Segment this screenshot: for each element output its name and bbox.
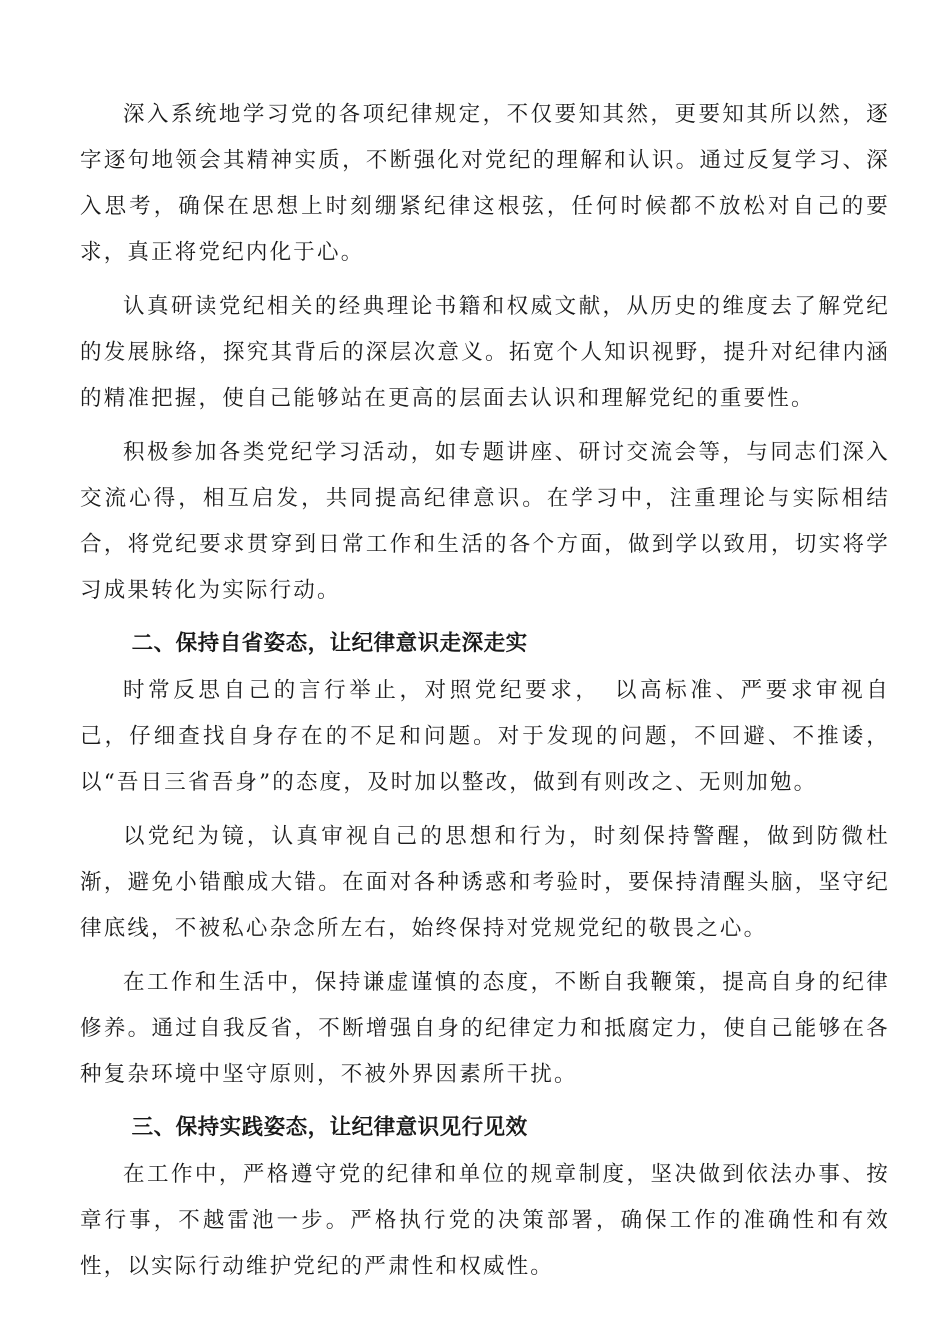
- paragraph-6: 在工作和生活中，保持谦虚谨慎的态度，不断自我鞭策，提高自身的纪律修养。通过自我反省，不断增强自身的纪律定力和抵腐定力，使自己能够在各种复杂环境中坚守原则，不被外界因素所干扰。: [80, 970, 890, 1087]
- paragraph-4: 时常反思自己的言行举止，对照党纪要求， 以高标准、严要求审视自己，仔细查找自身存在的不足和问题。对于发现的问题，不回避、不推诿，以“吾日三省吾身”的态度，及时加以整改，做到有则改之、无则加勉。: [80, 678, 890, 795]
- paragraph-2: 认真研读党纪相关的经典理论书籍和权威文献，从历史的维度去了解党纪的发展脉络，探究其背后的深层次意义。拓宽个人知识视野，提升对纪律内涵的精准把握，使自己能够站在更高的层面去认识和理解党纪的重要性。: [80, 294, 890, 411]
- section-heading-2: 二、保持自省姿态，让纪律意识走深走实: [131, 631, 528, 656]
- section-heading-3: 三、保持实践姿态，让纪律意识见行见效: [131, 1115, 528, 1140]
- paragraph-3: 积极参加各类党纪学习活动，如专题讲座、研讨交流会等，与同志们深入交流心得，相互启发，共同提高纪律意识。在学习中，注重理论与实际相结合，将党纪要求贯穿到日常工作和生活的各个方面，做到学以致用，切实将学习成果转化为实际行动。: [80, 440, 890, 603]
- document-body: [80, 92, 890, 1298]
- paragraph-5: 以党纪为镜，认真审视自己的思想和行为，时刻保持警醒，做到防微杜渐，避免小错酿成大错。在面对各种诱惑和考验时，要保持清醒头脑，坚守纪律底线，不被私心杂念所左右，始终保持对党规党纪的敬畏之心。: [80, 824, 890, 941]
- paragraph-1: 深入系统地学习党的各项纪律规定，不仅要知其然，更要知其所以然，逐字逐句地领会其精神实质，不断强化对党纪的理解和认识。通过反复学习、深入思考，确保在思想上时刻绷紧纪律这根弦，任何时候都不放松对自己的要求，真正将党纪内化于心。: [80, 102, 890, 265]
- paragraph-7: 在工作中，严格遵守党的纪律和单位的规章制度，坚决做到依法办事、按章行事，不越雷池一步。严格执行党的决策部署，确保工作的准确性和有效性，以实际行动维护党纪的严肃性和权威性。: [80, 1162, 890, 1279]
